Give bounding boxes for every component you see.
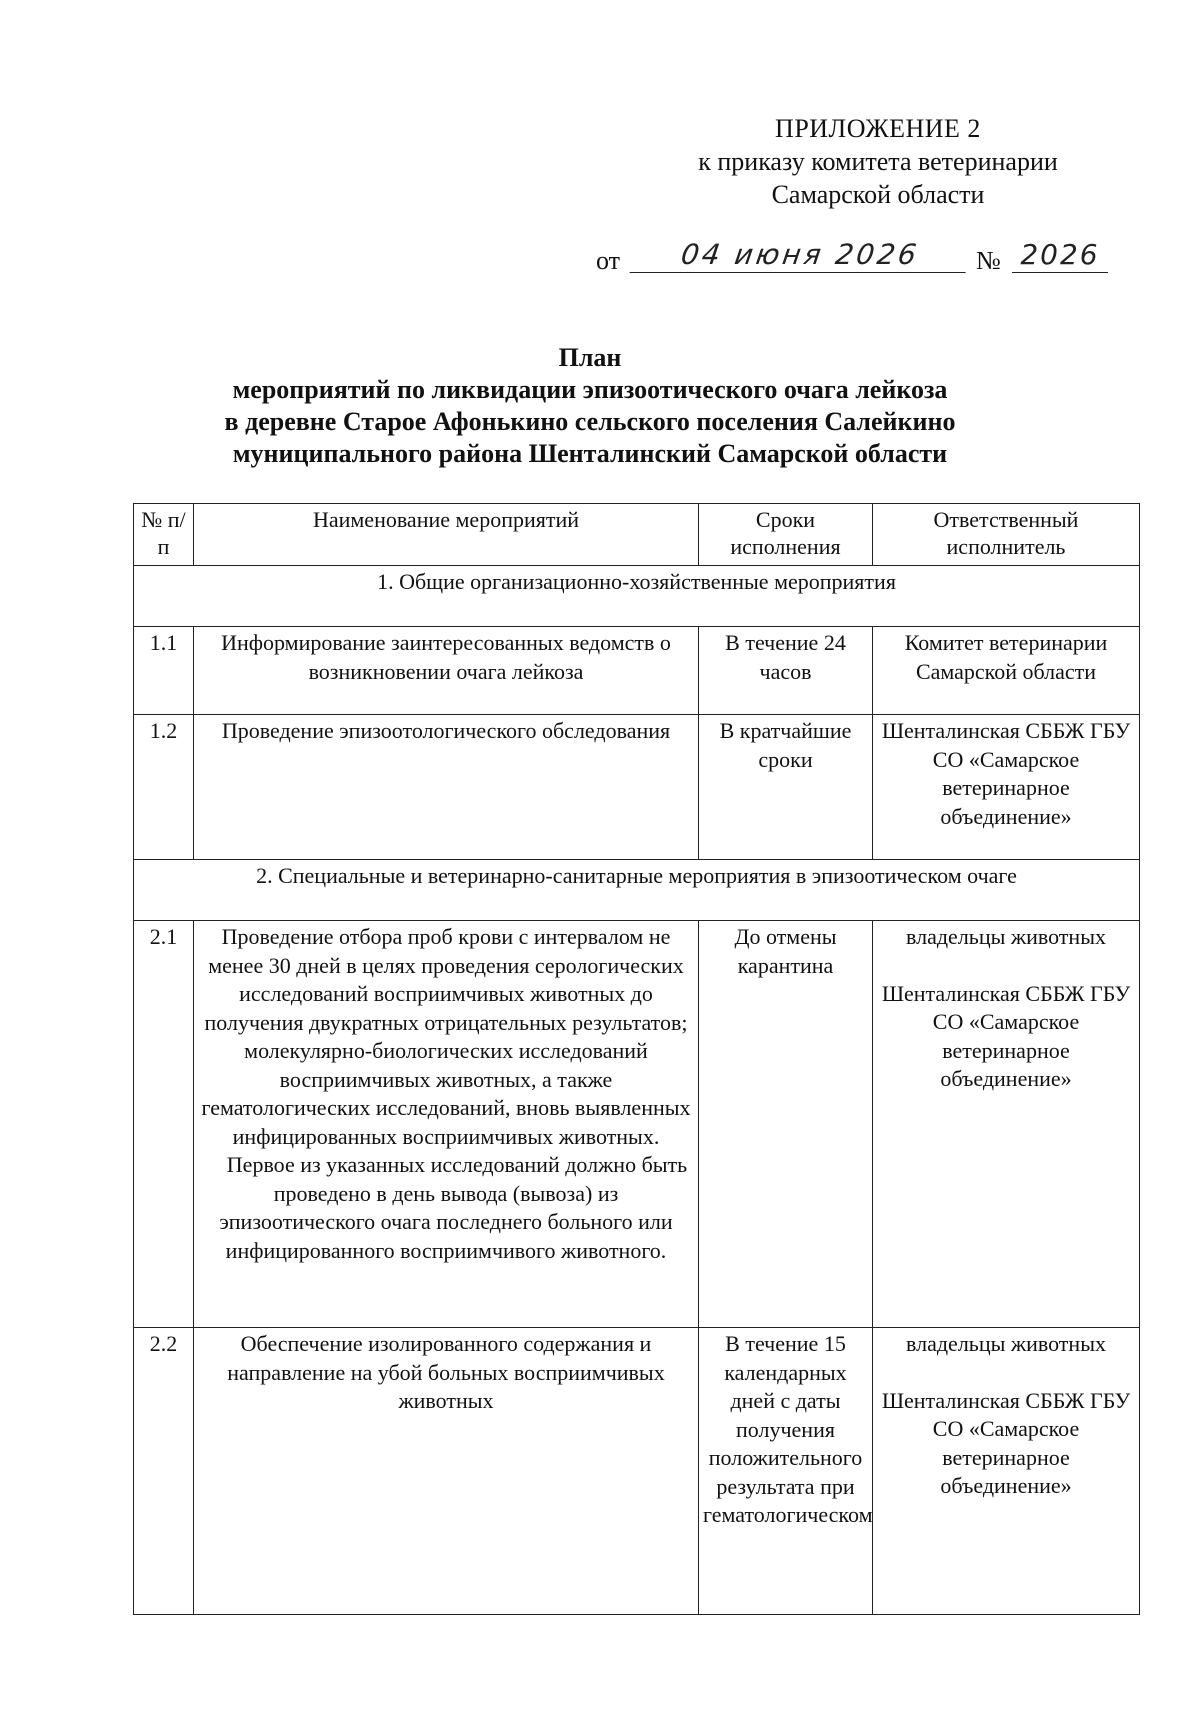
plan-title-line-2: мероприятий по ликвидации эпизоотического очага лейкоза [232,375,948,404]
header-num: № п/п [134,504,194,566]
order-date-line [596,238,1116,278]
row-1-1-deadline: В течение 24 часов [699,627,873,715]
plan-title-line-3: в деревне Старое Афонькино сельского поселения Салейкино [224,407,956,436]
row-2-1-name-part-1: Проведение отбора проб крови с интервалом не менее 30 дней в целях проведения серологических исследований восприимчивых животных до получения двукратных отрицательных результатов; молекулярно-биологических исследований восприимчивых животных, а также гематологических исследований, вновь выявленных инфицированных восприимчивых животных. [201,924,691,1149]
handwritten-date: 04 июня 2026 [630,238,971,273]
table-header-row [134,504,1140,566]
row-2-1-responsible-owners: владельцы животных [906,924,1106,949]
row-2-2-responsible [873,1328,1140,1615]
plan-table [133,503,1140,1615]
section-2-title: 2. Специальные и ветеринарно-санитарные мероприятия в эпизоотическом очаге [134,860,1140,921]
appendix-line-2: Самарской области [771,180,985,209]
appendix-line-1: к приказу комитета ветеринарии [698,147,1058,176]
section-1-title: 1. Общие организационно-хозяйственные мероприятия [134,566,1140,627]
row-1-2-num: 1.2 [134,715,194,860]
header-responsible: Ответственный исполнитель [873,504,1140,566]
table-row [134,921,1140,1328]
row-1-1-responsible: Комитет ветеринарии Самарской области [873,627,1140,715]
plan-title [130,342,1050,470]
row-2-1-num: 2.1 [134,921,194,1328]
appendix-header [648,112,1108,211]
row-2-1-responsible-org: Шенталинская СББЖ ГБУ СО «Самарское ветеринарное объединение» [881,980,1131,1091]
row-2-1-name-part-2: Первое из указанных исследований должно быть проведено в день вывода (вывоза) из эпизоотического очага последнего больного или инфицированного восприимчивого животного. [219,1152,688,1263]
plan-title-line-1: План [558,343,622,372]
handwritten-number: 2026 [1012,238,1108,273]
row-2-2-responsible-owners: владельцы животных [906,1331,1106,1356]
header-name: Наименование мероприятий [194,504,699,566]
row-1-1-name: Информирование заинтересованных ведомств о возникновении очага лейкоза [194,627,699,715]
row-2-2-deadline: В течение 15 календарных дней с даты получения положительного результата при гематологическом [699,1328,873,1615]
number-label: № [976,246,1001,275]
table-row [134,627,1140,715]
plan-title-line-4: муниципального района Шенталинский Самарской области [232,439,948,468]
row-2-2-name: Обеспечение изолированного содержания и направление на убой больных восприимчивых животных [194,1328,699,1615]
from-label: от [596,246,621,275]
row-2-1-name [194,921,699,1328]
row-2-1-responsible [873,921,1140,1328]
row-1-2-responsible: Шенталинская СББЖ ГБУ СО «Самарское ветеринарное объединение» [873,715,1140,860]
row-1-1-num: 1.1 [134,627,194,715]
table-row [134,715,1140,860]
section-row-2 [134,860,1140,921]
table-row [134,1328,1140,1615]
row-2-1-deadline: До отмены карантина [699,921,873,1328]
section-row-1 [134,566,1140,627]
row-2-2-num: 2.2 [134,1328,194,1615]
appendix-title: ПРИЛОЖЕНИЕ 2 [775,114,981,143]
row-2-2-responsible-org: Шенталинская СББЖ ГБУ СО «Самарское ветеринарное объединение» [881,1387,1131,1498]
header-deadline: Сроки исполнения [699,504,873,566]
row-1-2-deadline: В кратчайшие сроки [699,715,873,860]
row-1-2-name: Проведение эпизоотологического обследования [194,715,699,860]
